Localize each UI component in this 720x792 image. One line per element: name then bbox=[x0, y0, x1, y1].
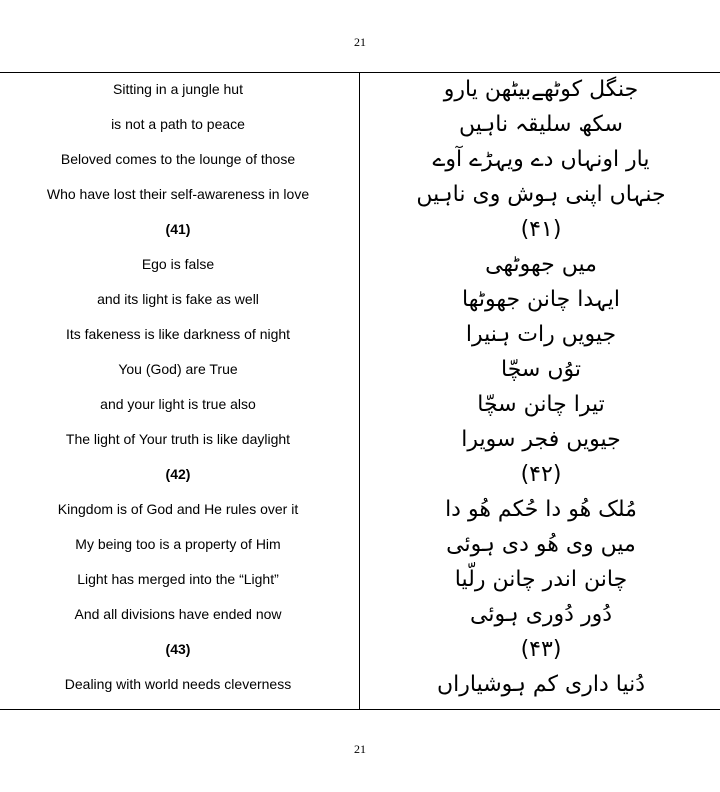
verse-number-punjabi: (۴۳) bbox=[520, 637, 562, 662]
english-translation: Kingdom is of God and He rules over it bbox=[57, 501, 299, 517]
punjabi-verse: جیویں فجر سویرا bbox=[461, 427, 621, 452]
verse-row bbox=[0, 177, 720, 212]
english-translation: Beloved comes to the lounge of those bbox=[60, 151, 296, 167]
verse-number-row bbox=[0, 632, 720, 667]
punjabi-verse: توُں سچّا bbox=[501, 357, 581, 382]
page-number-top: 21 bbox=[354, 35, 366, 49]
verse-row bbox=[0, 387, 720, 422]
english-translation: Sitting in a jungle hut bbox=[113, 81, 243, 97]
punjabi-verse: جنگل کوٹھےبیٹھن یارو bbox=[443, 77, 639, 102]
verse-row bbox=[0, 562, 720, 597]
english-translation: My being too is a property of Him bbox=[75, 536, 281, 552]
english-translation: Its fakeness is like darkness of night bbox=[65, 326, 291, 342]
verse-row bbox=[0, 352, 720, 387]
english-translation: is not a path to peace bbox=[111, 116, 245, 132]
verse-row bbox=[0, 142, 720, 177]
verse-table bbox=[0, 72, 720, 709]
english-translation: And all divisions have ended now bbox=[74, 606, 282, 622]
verse-row bbox=[0, 667, 720, 702]
punjabi-verse: دُنیا داری کم ہوشیاراں bbox=[436, 672, 646, 697]
punjabi-verse: میں وی ھُو دی ہوئی bbox=[446, 532, 636, 557]
punjabi-verse: دُور دُوری ہوئی bbox=[469, 602, 612, 627]
punjabi-verse: تیرا چانن سچّا bbox=[477, 392, 605, 417]
punjabi-verse: جنہاں اپنی ہوش وی ناہیں bbox=[416, 182, 666, 207]
bottom-rule bbox=[0, 709, 720, 710]
punjabi-verse: ایہدا چانن جھوٹھا bbox=[461, 287, 621, 312]
punjabi-verse: چانن اندر چانن رلّیا bbox=[454, 567, 628, 592]
verse-row bbox=[0, 317, 720, 352]
verse-row bbox=[0, 107, 720, 142]
verse-number-english: (42) bbox=[165, 466, 191, 482]
english-translation: Light has merged into the “Light” bbox=[77, 571, 279, 587]
english-translation: Who have lost their self-awareness in love bbox=[46, 186, 310, 202]
verse-row bbox=[0, 247, 720, 282]
verse-number-punjabi: (۴۱) bbox=[520, 217, 562, 242]
punjabi-verse: جیویں رات ہنیرا bbox=[465, 322, 617, 347]
verse-row bbox=[0, 492, 720, 527]
verse-number-row bbox=[0, 212, 720, 247]
punjabi-verse: میں جھوٹھی bbox=[485, 252, 597, 277]
verse-row bbox=[0, 422, 720, 457]
verse-number-row bbox=[0, 457, 720, 492]
english-translation: Dealing with world needs cleverness bbox=[64, 676, 292, 692]
punjabi-verse: مُلک ھُو دا حُکم ھُو دا bbox=[445, 497, 637, 522]
punjabi-verse: یار اونہاں دے ویہڑے آوے bbox=[432, 147, 650, 172]
verse-row bbox=[0, 72, 720, 107]
page-number-bottom: 21 bbox=[354, 742, 366, 756]
verse-number-punjabi: (۴۲) bbox=[520, 462, 562, 487]
verse-row bbox=[0, 597, 720, 632]
english-translation: You (God) are True bbox=[118, 361, 238, 377]
verse-row bbox=[0, 282, 720, 317]
punjabi-verse: سکھ سلیقہ ناہیں bbox=[459, 112, 623, 137]
english-translation: The light of Your truth is like daylight bbox=[65, 431, 291, 447]
english-translation: Ego is false bbox=[141, 256, 215, 272]
verse-number-english: (43) bbox=[165, 641, 191, 657]
english-translation: and your light is true also bbox=[100, 396, 256, 412]
verse-number-english: (41) bbox=[165, 221, 191, 237]
english-translation: and its light is fake as well bbox=[97, 291, 259, 307]
verse-row bbox=[0, 527, 720, 562]
